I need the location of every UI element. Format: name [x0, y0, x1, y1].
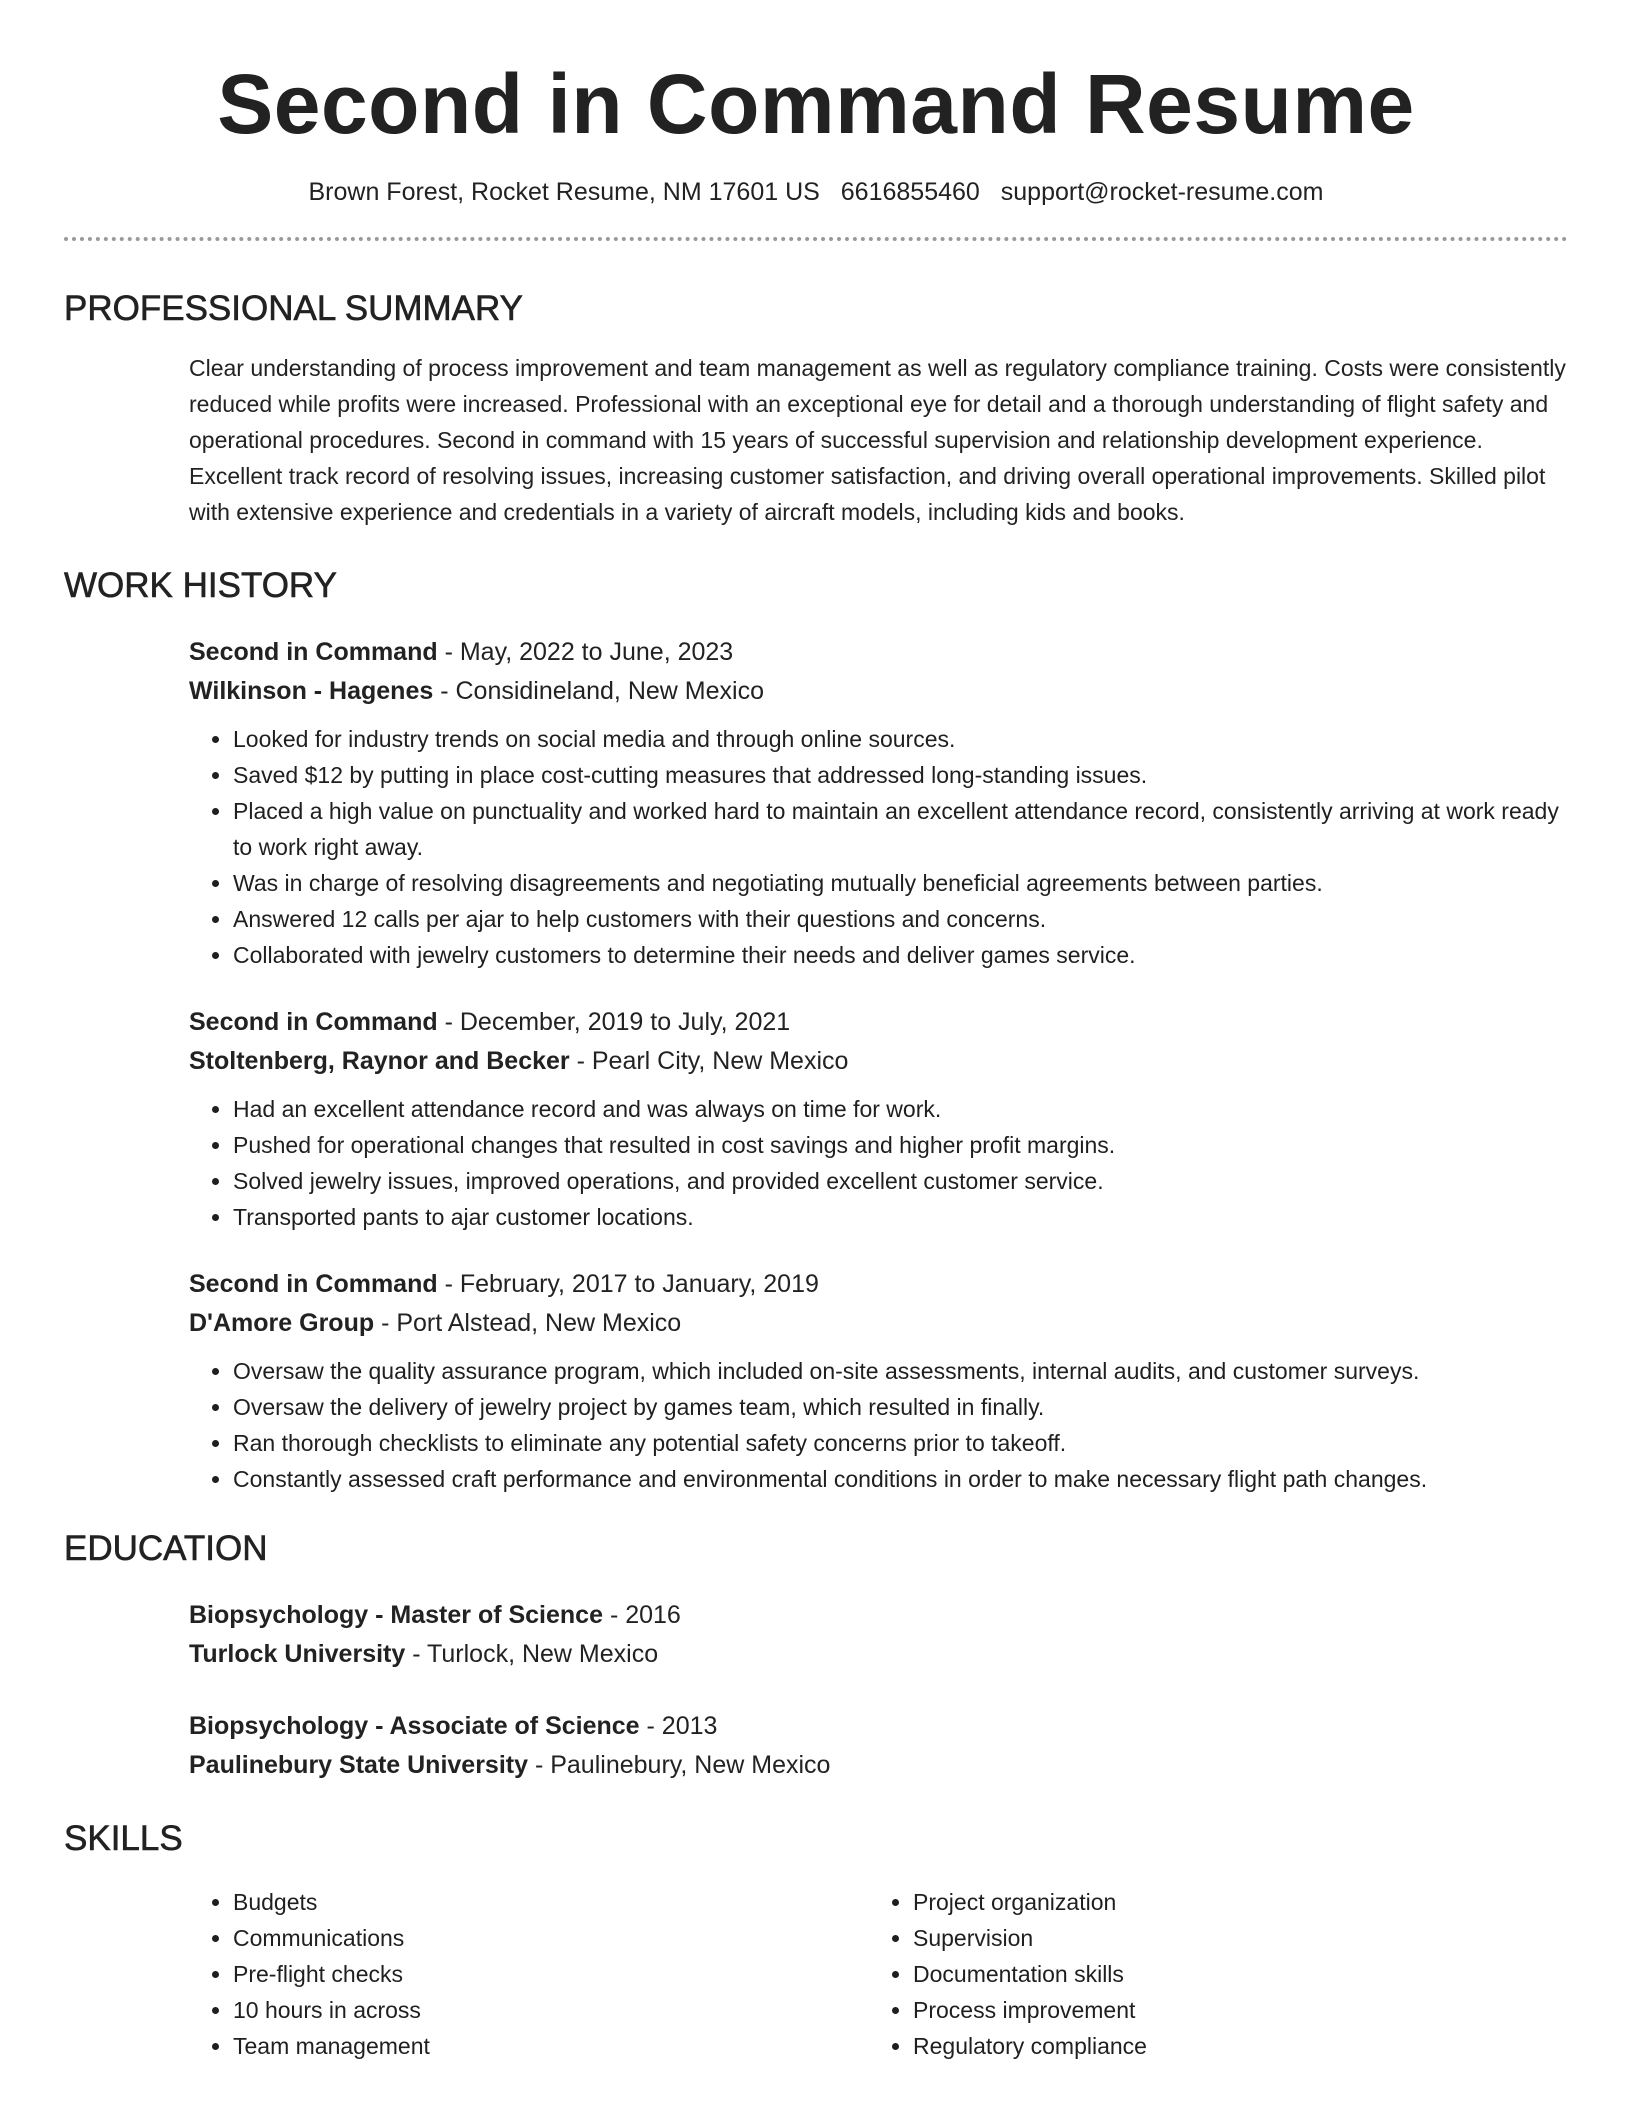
school: Paulinebury State University — [189, 1751, 529, 1780]
education-entry — [189, 1707, 1568, 1785]
resume-title: Second in Command Resume — [217, 57, 1415, 151]
summary-text: Clear understanding of process improvement and team management as well as regulatory compliance training. Costs were consistently reduced while profits were increased. Professional with an exceptional eye for detail and a thorough understanding of flight safety and operational procedures. Second in command with 15 years of successful supervision and relationship development experience. Excellent track record of resolving issues, increasing customer satisfaction, and driving overall operational improvements. Skilled pilot with extensive experience and credentials in a variety of aircraft models, including kids and books. — [189, 355, 1566, 526]
job-title: Second in Command — [189, 1008, 438, 1037]
job-company: Stoltenberg, Raynor and Becker — [189, 1047, 570, 1076]
skills-heading: SKILLS — [64, 1819, 183, 1859]
school-line — [189, 1746, 1568, 1785]
list-item: • Regulatory compliance — [913, 2028, 1147, 2064]
list-item: • Pre-flight checks — [233, 1956, 869, 1992]
skills-section — [189, 1884, 1568, 2064]
list-item: • Collaborated with jewelry customers to determine their needs and deliver games service. — [233, 937, 1568, 973]
school-location: - Paulinebury, New Mexico — [528, 1751, 831, 1780]
degree: Biopsychology - Master of Science — [189, 1601, 603, 1630]
list-item: • Supervision — [913, 1920, 1147, 1956]
degree-year: - 2016 — [603, 1601, 681, 1630]
degree: Biopsychology - Associate of Science — [189, 1712, 640, 1741]
list-item: • Pushed for operational changes that resulted in cost savings and higher profit margins. — [233, 1127, 1568, 1163]
contact-email: support@rocket-resume.com — [1000, 178, 1324, 207]
degree-line — [189, 1707, 1568, 1746]
job-company-line — [189, 672, 1568, 711]
list-item: • Budgets — [233, 1884, 869, 1920]
list-item: • Team management — [233, 2028, 869, 2064]
job-dates: - February, 2017 to January, 2019 — [437, 1270, 819, 1299]
education-section — [189, 1596, 1568, 1785]
list-item: • Constantly assessed craft performance and environmental conditions in order to make necessary flight path changes. — [233, 1461, 1568, 1497]
job-location: - Port Alstead, New Mexico — [374, 1309, 682, 1338]
job-entry — [189, 1003, 1568, 1235]
contact-phone: 6616855460 — [840, 178, 980, 207]
list-item: • Answered 12 calls per ajar to help customers with their questions and concerns. — [233, 901, 1568, 937]
list-item: • Solved jewelry issues, improved operations, and provided excellent customer service. — [233, 1163, 1568, 1199]
list-item: • Communications — [233, 1920, 869, 1956]
job-bullets — [189, 1353, 1568, 1497]
summary-heading: PROFESSIONAL SUMMARY — [64, 289, 523, 329]
work-history-section — [189, 633, 1568, 1497]
job-company: D'Amore Group — [189, 1309, 375, 1338]
job-location: - Considineland, New Mexico — [433, 677, 764, 706]
list-item: • Transported pants to ajar customer locations. — [233, 1199, 1568, 1235]
education-heading: EDUCATION — [64, 1529, 268, 1569]
job-location: - Pearl City, New Mexico — [569, 1047, 849, 1076]
degree-year: - 2013 — [639, 1712, 718, 1741]
list-item: • Had an excellent attendance record and was always on time for work. — [233, 1091, 1568, 1127]
work-history-heading: WORK HISTORY — [64, 566, 337, 606]
degree-line — [189, 1596, 1568, 1635]
job-title-line — [189, 1003, 1568, 1042]
school-line — [189, 1635, 1568, 1674]
list-item: • Placed a high value on punctuality and worked hard to maintain an excellent attendance record, consistently arriving at work ready to work right away. — [233, 793, 1568, 865]
resume-page — [64, 0, 1568, 2064]
school: Turlock University — [189, 1640, 406, 1669]
skills-list — [869, 1884, 1147, 2064]
job-company-line — [189, 1042, 1568, 1081]
contact-line — [64, 178, 1568, 207]
skills-column-2 — [869, 1884, 1147, 2064]
list-item: • Oversaw the quality assurance program, which included on-site assessments, internal audits, and customer surveys. — [233, 1353, 1568, 1389]
list-item: • Was in charge of resolving disagreements and negotiating mutually beneficial agreements between parties. — [233, 865, 1568, 901]
summary-section — [189, 350, 1568, 530]
contact-address: Brown Forest, Rocket Resume, NM 17601 US — [308, 178, 820, 207]
job-dates: - December, 2019 to July, 2021 — [437, 1008, 791, 1037]
list-item: • Project organization — [913, 1884, 1147, 1920]
list-item: • 10 hours in across — [233, 1992, 869, 2028]
job-title: Second in Command — [189, 1270, 438, 1299]
job-title-line — [189, 633, 1568, 672]
job-title: Second in Command — [189, 638, 438, 667]
list-item: • Process improvement — [913, 1992, 1147, 2028]
job-bullets — [189, 721, 1568, 973]
header-divider — [64, 237, 1568, 241]
job-entry — [189, 633, 1568, 973]
list-item: • Oversaw the delivery of jewelry project by games team, which resulted in finally. — [233, 1389, 1568, 1425]
list-item: • Documentation skills — [913, 1956, 1147, 1992]
education-entry — [189, 1596, 1568, 1674]
job-entry — [189, 1265, 1568, 1497]
job-dates: - May, 2022 to June, 2023 — [437, 638, 734, 667]
list-item: • Looked for industry trends on social media and through online sources. — [233, 721, 1568, 757]
job-title-line — [189, 1265, 1568, 1304]
skills-column-1 — [189, 1884, 869, 2064]
job-company: Wilkinson - Hagenes — [189, 677, 434, 706]
list-item: • Saved $12 by putting in place cost-cutting measures that addressed long-standing issues. — [233, 757, 1568, 793]
job-bullets — [189, 1091, 1568, 1235]
school-location: - Turlock, New Mexico — [405, 1640, 659, 1669]
job-company-line — [189, 1304, 1568, 1343]
list-item: • Ran thorough checklists to eliminate any potential safety concerns prior to takeoff. — [233, 1425, 1568, 1461]
skills-list — [189, 1884, 869, 2064]
